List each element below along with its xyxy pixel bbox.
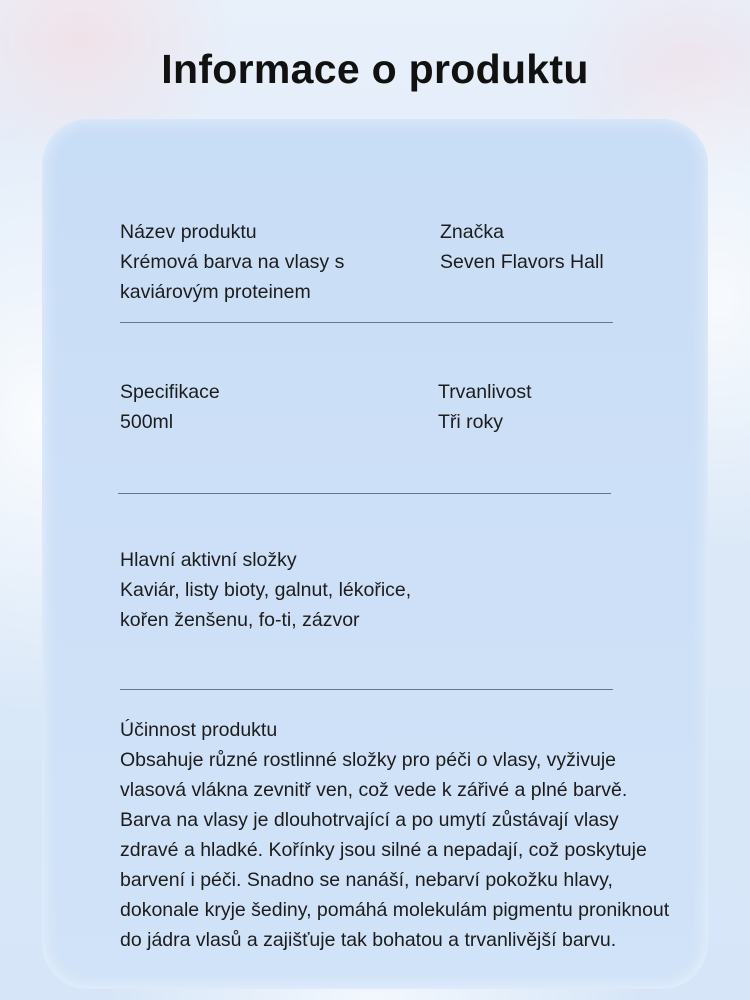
ingredients-value-line: kořen ženšenu, fo-ti, zázvor bbox=[120, 609, 360, 631]
efficacy-text-line: barvení i péči. Snadno se nanáší, nebarví pokožku hlavy, bbox=[120, 869, 613, 891]
divider bbox=[120, 689, 613, 690]
shelf-life-label: Trvanlivost bbox=[438, 381, 532, 403]
shelf-life-value: Tři roky bbox=[438, 411, 503, 433]
product-name-field bbox=[120, 217, 420, 307]
efficacy-text-line: do jádra vlasů a zajišťuje tak bohatou a trvanlivější barvu. bbox=[120, 929, 617, 951]
brand-field bbox=[440, 217, 680, 277]
product-name-value-line: kaviárovým proteinem bbox=[120, 281, 311, 303]
ingredients-value-line: Kaviár, listy bioty, galnut, lékořice, bbox=[120, 579, 412, 601]
brand-value: Seven Flavors Hall bbox=[440, 251, 604, 273]
specification-field bbox=[120, 377, 420, 437]
specification-value: 500ml bbox=[120, 411, 174, 433]
shelf-life-field bbox=[438, 377, 678, 437]
ingredients-field bbox=[120, 545, 540, 635]
divider bbox=[118, 493, 611, 494]
divider bbox=[120, 322, 613, 323]
specification-label: Specifikace bbox=[120, 381, 220, 403]
efficacy-text-line: Obsahuje různé rostlinné složky pro péči o vlasy, vyživuje bbox=[120, 749, 617, 771]
brand-label: Značka bbox=[440, 221, 504, 243]
page-title: Informace o produktu bbox=[161, 46, 589, 92]
product-name-value-line: Krémová barva na vlasy s bbox=[120, 251, 345, 273]
ingredients-label: Hlavní aktivní složky bbox=[120, 549, 297, 571]
efficacy-section bbox=[120, 715, 710, 955]
efficacy-text-line: zdravé a hladké. Kořínky jsou silné a nepadají, což poskytuje bbox=[120, 839, 647, 861]
efficacy-text-line: vlasová vlákna zevnitř ven, což vede k zářivé a plné barvě. bbox=[120, 779, 628, 801]
efficacy-text-line: Barva na vlasy je dlouhotrvající a po umytí zůstávají vlasy bbox=[120, 809, 619, 831]
efficacy-label: Účinnost produktu bbox=[120, 719, 278, 741]
efficacy-text-line: dokonale kryje šediny, pomáhá molekulám pigmentu proniknout bbox=[120, 899, 670, 921]
product-name-label: Název produktu bbox=[120, 221, 257, 243]
